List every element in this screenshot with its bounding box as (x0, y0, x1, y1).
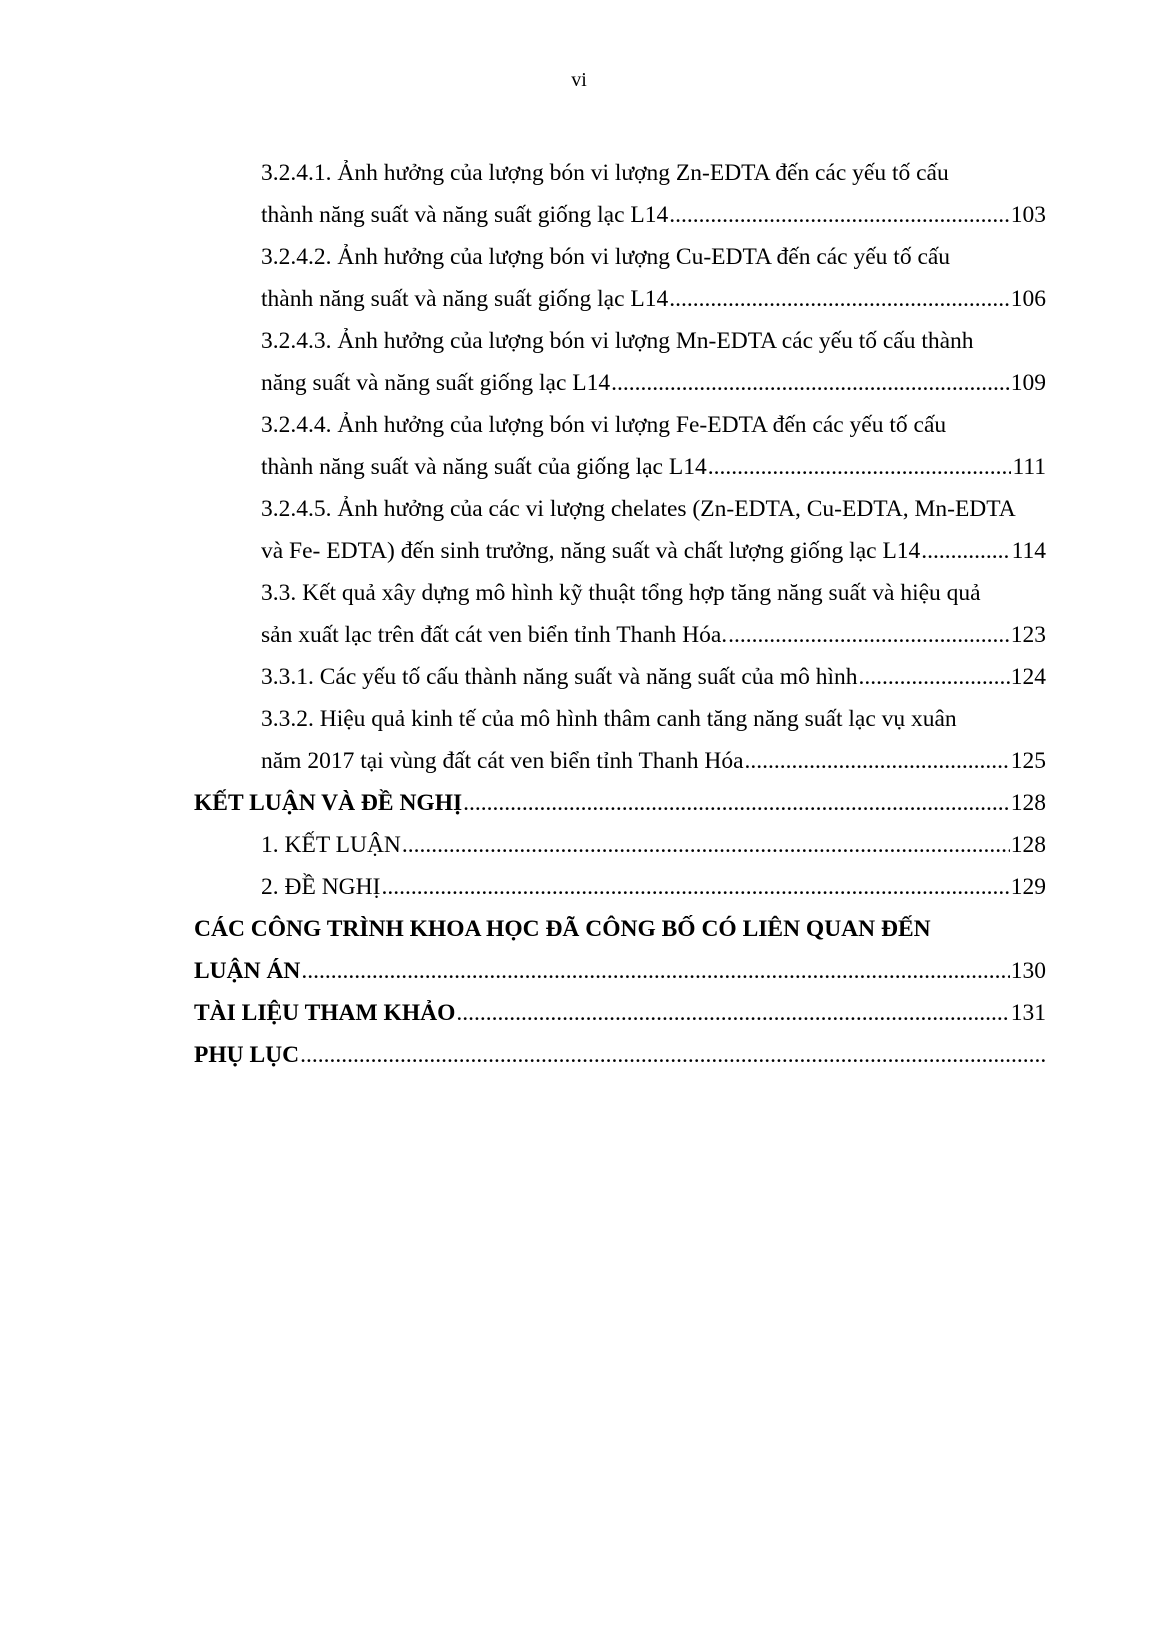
toc-page-number: 111 (1012, 454, 1046, 480)
toc-page-number: 114 (1011, 538, 1046, 564)
toc-page-number: 128 (1010, 790, 1046, 816)
toc-entry-ket-luan[interactable] (194, 824, 1046, 866)
toc-entry-title-end: thành năng suất và năng suất giống lạc L14 (261, 202, 669, 228)
toc-entry-tai-lieu-tham-khao[interactable] (194, 992, 1046, 1034)
leader-dots (921, 530, 1010, 572)
toc-entry-phu-luc[interactable] (194, 1034, 1046, 1076)
leader-dots (728, 614, 1010, 656)
toc-entry-title-end: thành năng suất và năng suất giống lạc L14 (261, 286, 669, 312)
page-number: vi (571, 69, 587, 91)
leader-dots (456, 992, 1009, 1034)
toc-entry-3-2-4-1[interactable] (194, 152, 1046, 236)
leader-dots (859, 656, 1010, 698)
toc-entry-title: 3.2.4.1. Ảnh hưởng của lượng bón vi lượng Zn-EDTA đến các yếu tố cấu (261, 160, 949, 186)
toc-entry-title: 3.3.1. Các yếu tố cấu thành năng suất và năng suất của mô hình (261, 664, 858, 690)
leader-dots (708, 446, 1012, 488)
toc-entry-title: TÀI LIỆU THAM KHẢO (194, 1000, 456, 1026)
toc-entry-title-end: năm 2017 tại vùng đất cát ven biển tỉnh Thanh Hóa (261, 748, 744, 774)
toc-entry-3-2-4-5[interactable] (194, 488, 1046, 572)
toc-entry-title: KẾT LUẬN VÀ ĐỀ NGHỊ (194, 790, 463, 816)
leader-dots (300, 1034, 1045, 1076)
toc-entry-title: PHỤ LỤC (194, 1042, 300, 1068)
toc-entry-cong-trinh-khoa-hoc[interactable] (194, 908, 1046, 992)
toc-entry-title-end: và Fe- EDTA) đến sinh trưởng, năng suất và chất lượng giống lạc L14 (261, 538, 921, 564)
toc-entry-3-3[interactable] (194, 572, 1046, 656)
leader-dots (402, 824, 1010, 866)
leader-dots (301, 950, 1009, 992)
toc-page-number: 128 (1010, 832, 1046, 858)
leader-dots (745, 740, 1010, 782)
toc-page-number: 130 (1010, 958, 1046, 984)
leader-dots (611, 362, 1010, 404)
toc-entry-3-3-1[interactable] (194, 656, 1046, 698)
toc-entry-title: 1. KẾT LUẬN (261, 832, 401, 858)
toc-page-number: 124 (1010, 664, 1046, 690)
toc-entry-title: 2. ĐỀ NGHỊ (261, 874, 381, 900)
leader-dots (381, 866, 1009, 908)
toc-entry-title: 3.2.4.2. Ảnh hưởng của lượng bón vi lượng Cu-EDTA đến các yếu tố cấu (261, 244, 951, 270)
toc-entry-title: 3.2.4.5. Ảnh hưởng của các vi lượng chelates (Zn-EDTA, Cu-EDTA, Mn-EDTA (261, 496, 1016, 522)
leader-dots (669, 194, 1010, 236)
toc-entry-title-end: LUẬN ÁN (194, 958, 301, 984)
toc-page-number: 125 (1010, 748, 1046, 774)
toc-entry-title: 3.3.2. Hiệu quả kinh tế của mô hình thâm canh tăng năng suất lạc vụ xuân (261, 706, 957, 732)
toc-page-number: 123 (1010, 622, 1046, 648)
toc-page-number: 103 (1010, 202, 1046, 228)
toc-entry-title-end: sản xuất lạc trên đất cát ven biển tỉnh Thanh Hóa. (261, 622, 728, 648)
toc-entry-title-end: thành năng suất và năng suất của giống lạc L14 (261, 454, 707, 480)
toc-entry-title-end: năng suất và năng suất giống lạc L14 (261, 370, 611, 396)
leader-dots (463, 782, 1010, 824)
toc-entry-title: CÁC CÔNG TRÌNH KHOA HỌC ĐÃ CÔNG BỐ CÓ LIÊN QUAN ĐẾN (194, 916, 931, 942)
toc-page-number: 131 (1010, 1000, 1046, 1026)
toc-entry-ket-luan-va-de-nghi[interactable] (194, 782, 1046, 824)
toc-entry-de-nghi[interactable] (194, 866, 1046, 908)
toc-entry-3-2-4-3[interactable] (194, 320, 1046, 404)
toc-entry-3-3-2[interactable] (194, 698, 1046, 782)
toc-page-number: 129 (1010, 874, 1046, 900)
toc-entry-3-2-4-2[interactable] (194, 236, 1046, 320)
toc-entry-title: 3.2.4.4. Ảnh hưởng của lượng bón vi lượng Fe-EDTA đến các yếu tố cấu (261, 412, 947, 438)
toc-entry-title: 3.3. Kết quả xây dựng mô hình kỹ thuật tổng hợp tăng năng suất và hiệu quả (261, 580, 981, 606)
table-of-contents (194, 152, 1046, 1076)
leader-dots (669, 278, 1010, 320)
toc-page-number: 106 (1010, 286, 1046, 312)
toc-entry-3-2-4-4[interactable] (194, 404, 1046, 488)
toc-page-number: 109 (1010, 370, 1046, 396)
toc-entry-title: 3.2.4.3. Ảnh hưởng của lượng bón vi lượng Mn-EDTA các yếu tố cấu thành (261, 328, 974, 354)
